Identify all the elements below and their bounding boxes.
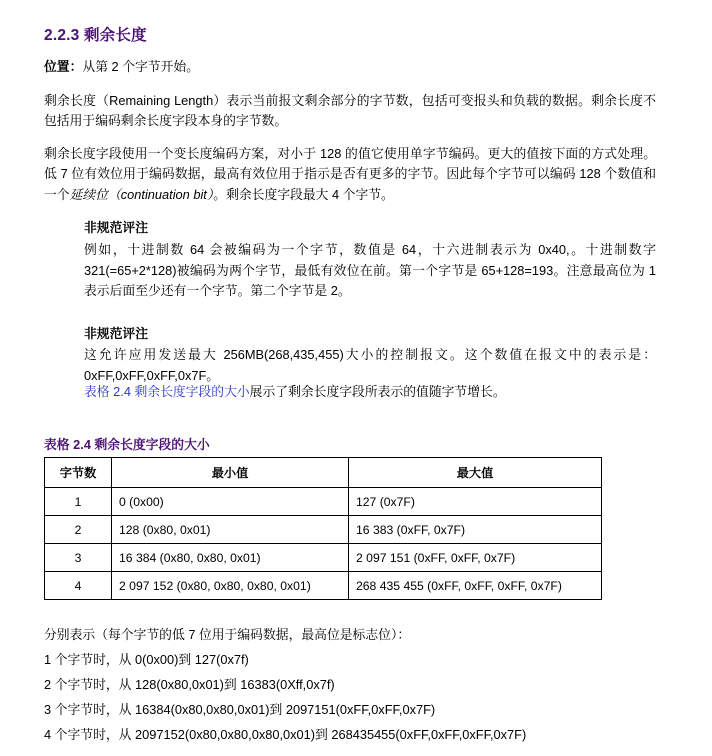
table-row	[45, 572, 602, 600]
column-header-bytes: 字节数	[45, 458, 112, 488]
cell-min: 128 (0x80, 0x01)	[112, 516, 349, 544]
table-header-row	[45, 458, 602, 488]
remaining-length-table	[44, 457, 602, 600]
table-row	[45, 544, 602, 572]
table-caption: 表格 2.4 剩余长度字段的大小	[44, 437, 210, 452]
cell-bytes: 2	[45, 516, 112, 544]
encoding-explanation	[44, 622, 684, 747]
note-body-2: 这允许应用发送最大 256MB(268,435,455)大小的控制报文。这个数值在报文中的表示是：0xFF,0xFF,0xFF,0x7F。	[84, 347, 656, 383]
varlen-text-part2: 。剩余长度字段最大 4 个字节。	[213, 186, 394, 202]
table-cross-reference	[84, 382, 656, 403]
position-paragraph	[44, 57, 644, 78]
varlen-italic-term: 延续位（continuation bit）	[69, 186, 214, 202]
table-row	[45, 488, 602, 516]
encoding-line-1: 1 个字节时，从 0(0x00)到 127(0x7f)	[44, 652, 249, 667]
cell-bytes: 3	[45, 544, 112, 572]
encoding-line-4: 4 个字节时，从 2097152(0x80,0x80,0x80,0x01)到 268435455(0xFF,0xFF,0xFF,0x7F)	[44, 727, 527, 742]
note-title-2: 非规范评注	[84, 326, 148, 341]
note-title-1: 非规范评注	[84, 220, 148, 235]
cell-min: 0 (0x00)	[112, 488, 349, 516]
encoding-line-3: 3 个字节时，从 16384(0x80,0x80,0x01)到 2097151(0xFF,0xFF,0x7F)	[44, 702, 436, 717]
column-header-max: 最大值	[349, 458, 602, 488]
cell-bytes: 4	[45, 572, 112, 600]
cell-bytes: 1	[45, 488, 112, 516]
cell-min: 2 097 152 (0x80, 0x80, 0x80, 0x01)	[112, 572, 349, 600]
intro-paragraph: 剩余长度（Remaining Length）表示当前报文剩余部分的字节数，包括可变报头和负载的数据。剩余长度不包括用于编码剩余长度字段本身的字节数。	[44, 92, 656, 129]
note-body-1: 例如，十进制数 64 会被编码为一个字节，数值是 64，十六进制表示为 0x40,。十进制数字 321(=65+2*128)被编码为两个字节，最低有效位在前。第一个字节是 65+128=193。注意最高位为 1 表示后面至少还有一个字节。第二个字节是 2。	[84, 242, 656, 298]
position-value: 从第 2 个字节开始。	[82, 58, 199, 74]
encoding-intro: 分别表示（每个字节的低 7 位用于编码数据，最高位是标志位）：	[44, 627, 411, 642]
cell-max: 127 (0x7F)	[349, 488, 602, 516]
cell-max: 268 435 455 (0xFF, 0xFF, 0xFF, 0x7F)	[349, 572, 602, 600]
column-header-min: 最小值	[112, 458, 349, 488]
table-reference-text: 展示了剩余长度字段所表示的值随字节增长。	[249, 384, 506, 399]
table-reference-link[interactable]: 表格 2.4 剩余长度字段的大小	[84, 384, 250, 399]
position-label: 位置：	[44, 58, 83, 74]
cell-min: 16 384 (0x80, 0x80, 0x01)	[112, 544, 349, 572]
table-row	[45, 516, 602, 544]
encoding-line-2: 2 个字节时，从 128(0x80,0x01)到 16383(0Xff,0x7f)	[44, 677, 335, 692]
varlen-text-part1: 剩余长度字段使用一个变长度编码方案，对小于 128 的值它使用单字节编码。更大的值按下面的方式处理。低 7 位有效位用于编码数据，最高有效位用于指示是否有更多的字节。因此每个字节可以编码 128 个数值和一个	[44, 145, 656, 202]
cell-max: 16 383 (0xFF, 0x7F)	[349, 516, 602, 544]
cell-max: 2 097 151 (0xFF, 0xFF, 0x7F)	[349, 544, 602, 572]
varlen-paragraph	[44, 144, 656, 206]
section-heading: 2.2.3 剩余长度	[44, 26, 147, 44]
